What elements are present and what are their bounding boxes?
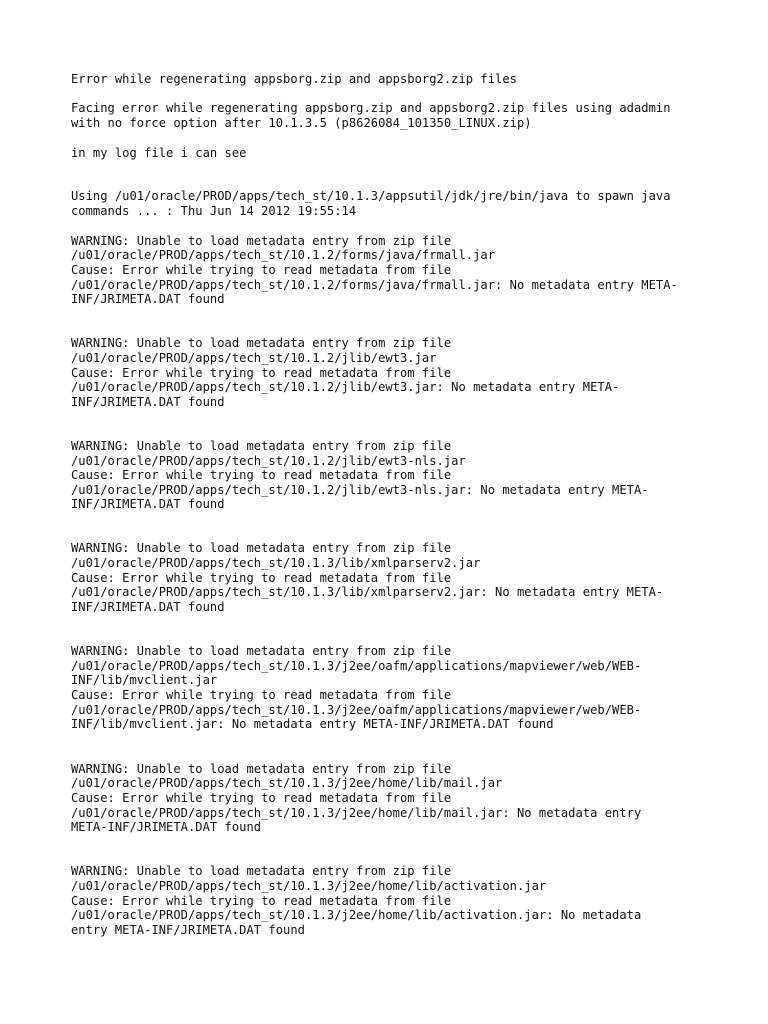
log-line: META-INF/JRIMETA.DAT found — [71, 820, 262, 834]
log-line: /u01/oracle/PROD/apps/tech_st/10.1.2/forms/java/frmall.jar: No metadata entry META- — [71, 278, 678, 292]
intro-line: with no force option after 10.1.3.5 (p8626084_101350_LINUX.zip) — [71, 116, 532, 130]
log-line: Cause: Error while trying to read metadata from file — [71, 791, 452, 805]
log-line: INF/JRIMETA.DAT found — [71, 292, 225, 306]
log-line: INF/lib/mvclient.jar: No metadata entry META-INF/JRIMETA.DAT found — [71, 717, 554, 731]
log-line: WARNING: Unable to load metadata entry from zip file — [71, 439, 452, 453]
log-line: /u01/oracle/PROD/apps/tech_st/10.1.2/jlib/ewt3.jar: No metadata entry META- — [71, 380, 620, 394]
log-line: Cause: Error while trying to read metadata from file — [71, 468, 452, 482]
log-line: INF/lib/mvclient.jar — [71, 673, 218, 687]
log-line: /u01/oracle/PROD/apps/tech_st/10.1.2/jlib/ewt3-nls.jar — [71, 454, 466, 468]
log-line: entry META-INF/JRIMETA.DAT found — [71, 923, 305, 937]
log-line: WARNING: Unable to load metadata entry from zip file — [71, 762, 452, 776]
log-line: Cause: Error while trying to read metadata from file — [71, 688, 452, 702]
log-line: Using /u01/oracle/PROD/apps/tech_st/10.1.3/appsutil/jdk/jre/bin/java to spawn java — [71, 189, 671, 203]
log-line: /u01/oracle/PROD/apps/tech_st/10.1.3/j2ee/home/lib/activation.jar — [71, 879, 547, 893]
document-title: Error while regenerating appsborg.zip and appsborg2.zip files — [71, 72, 517, 86]
log-line: Cause: Error while trying to read metadata from file — [71, 894, 452, 908]
log-line: WARNING: Unable to load metadata entry from zip file — [71, 541, 452, 555]
log-line: /u01/oracle/PROD/apps/tech_st/10.1.3/j2ee/oafm/applications/mapviewer/web/WEB- — [71, 703, 642, 717]
log-line: /u01/oracle/PROD/apps/tech_st/10.1.3/j2ee/home/lib/activation.jar: No metadata — [71, 908, 642, 922]
log-line: Cause: Error while trying to read metadata from file — [71, 263, 452, 277]
log-line: WARNING: Unable to load metadata entry from zip file — [71, 864, 452, 878]
log-line: /u01/oracle/PROD/apps/tech_st/10.1.2/jlib/ewt3-nls.jar: No metadata entry META- — [71, 483, 649, 497]
log-line: WARNING: Unable to load metadata entry from zip file — [71, 644, 452, 658]
log-line: /u01/oracle/PROD/apps/tech_st/10.1.3/j2ee/oafm/applications/mapviewer/web/WEB- — [71, 659, 642, 673]
log-line: /u01/oracle/PROD/apps/tech_st/10.1.3/j2ee/home/lib/mail.jar: No metadata entry — [71, 806, 642, 820]
log-line: INF/JRIMETA.DAT found — [71, 497, 225, 511]
log-line: /u01/oracle/PROD/apps/tech_st/10.1.3/lib/xmlparserv2.jar: No metadata entry META- — [71, 585, 664, 599]
log-line: commands ... : Thu Jun 14 2012 19:55:14 — [71, 204, 357, 218]
log-line: Cause: Error while trying to read metadata from file — [71, 571, 452, 585]
log-line: /u01/oracle/PROD/apps/tech_st/10.1.3/lib/xmlparserv2.jar — [71, 556, 481, 570]
log-line: /u01/oracle/PROD/apps/tech_st/10.1.2/jlib/ewt3.jar — [71, 351, 437, 365]
log-line: INF/JRIMETA.DAT found — [71, 600, 225, 614]
log-line: INF/JRIMETA.DAT found — [71, 395, 225, 409]
intro-line: in my log file i can see — [71, 146, 247, 160]
log-line: /u01/oracle/PROD/apps/tech_st/10.1.3/j2ee/home/lib/mail.jar — [71, 776, 503, 790]
log-line: WARNING: Unable to load metadata entry from zip file — [71, 234, 452, 248]
log-line: /u01/oracle/PROD/apps/tech_st/10.1.2/forms/java/frmall.jar — [71, 248, 496, 262]
log-line: WARNING: Unable to load metadata entry from zip file — [71, 336, 452, 350]
intro-line: Facing error while regenerating appsborg.zip and appsborg2.zip files using adadmin — [71, 101, 671, 115]
log-line: Cause: Error while trying to read metadata from file — [71, 366, 452, 380]
